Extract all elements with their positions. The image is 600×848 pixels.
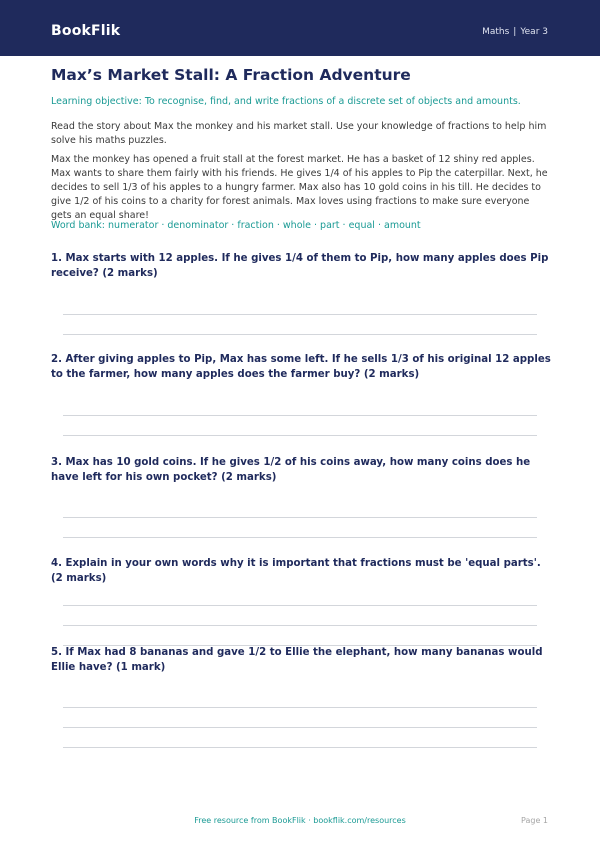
answer-line[interactable] [63, 747, 537, 748]
question-1: 1. Max starts with 12 apples. If he gives 1/4 of them to Pip, how many apples does Pip receive? (2 marks) [51, 253, 549, 279]
answer-line[interactable] [63, 537, 537, 538]
answer-line[interactable] [63, 334, 537, 335]
answer-line[interactable] [63, 435, 537, 436]
answer-line[interactable] [63, 707, 537, 708]
word-bank: Word bank: numerator · denominator · fraction · whole · part · equal · amount [51, 220, 421, 231]
question-4: 4. Explain in your own words why it is important that fractions must be 'equal parts'. (2 marks) [51, 558, 541, 584]
answer-line[interactable] [63, 415, 537, 416]
meta-separator: | [513, 27, 517, 37]
header-bar [0, 0, 600, 56]
page-title: Max’s Market Stall: A Fraction Adventure [51, 66, 411, 84]
question-2: 2. After giving apples to Pip, Max has some left. If he sells 1/3 of his original 12 apples to the farmer, how many apples does the farmer buy? (2 marks) [51, 354, 551, 380]
story-paragraph: Max the monkey has opened a fruit stall at the forest market. He has a basket of 12 shiny red apples. Max wants to share them fairly with his friends. He gives 1/4 of his apples to Pip the caterpillar. Next, he decides to sell 1/3 of his apples to a hungry farmer. Max also has 10 gold coins in his till. He decides to give 1/2 of his coins to a charity for forest animals. Max loves using fractions to make sure everyone gets an equal share! [51, 154, 548, 221]
subject-year [482, 27, 548, 37]
instructions-paragraph: Read the story about Max the monkey and his market stall. Use your knowledge of fractions to help him solve his maths puzzles. [51, 121, 547, 146]
learning-objective: Learning objective: To recognise, find, and write fractions of a discrete set of objects and amounts. [51, 96, 521, 107]
answer-line[interactable] [63, 605, 537, 606]
footer-credit: Free resource from BookFlik · bookflik.com/resources [194, 816, 406, 825]
subject-label: Maths [482, 27, 510, 37]
question-5: 5. If Max had 8 bananas and gave 1/2 to Ellie the elephant, how many bananas would Ellie have? (1 mark) [51, 647, 543, 673]
answer-line[interactable] [63, 625, 537, 626]
question-3: 3. Max has 10 gold coins. If he gives 1/2 of his coins away, how many coins does he have left for his own pocket? (2 marks) [51, 457, 531, 483]
year-label: Year 3 [520, 27, 548, 37]
page-number: Page 1 [521, 816, 548, 825]
answer-line[interactable] [63, 727, 537, 728]
answer-line[interactable] [63, 314, 537, 315]
brand-logo: BookFlik [51, 23, 121, 39]
answer-line[interactable] [63, 517, 537, 518]
